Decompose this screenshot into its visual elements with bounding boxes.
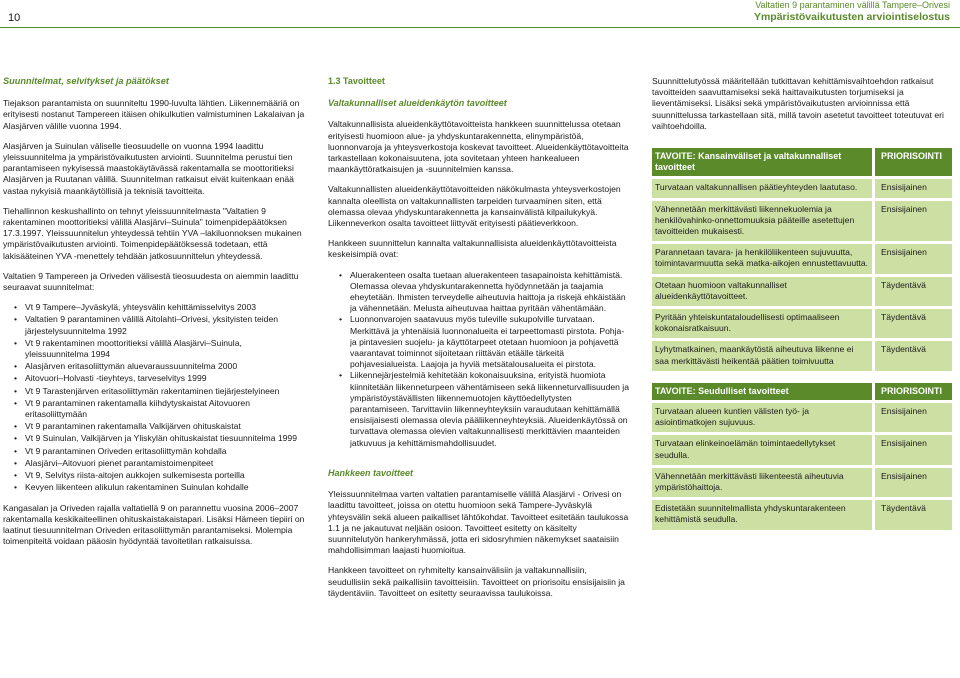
table-cell-priority: Täydentävä bbox=[874, 275, 953, 307]
table-cell-priority: Ensisijainen bbox=[874, 178, 953, 199]
table-header-row bbox=[652, 148, 952, 178]
paragraph: Alasjärven ja Suinulan väliselle tieosuudelle on vuonna 1994 laadittu yleissuunnitelma ja ympäristövaikutusten arviointi. Suunnitelma perustui tien parantamiseen nykyisessä maastokäytävässä rakentamalla se moottoritieksi Alasjärven ja Ruutanan välillä. Suunnitelman ratkaisut eivät kuitenkaan enää vastaa nykyisiä maankäytöllisiä ja teknisiä tavoitteita. bbox=[3, 140, 294, 196]
table-header-goal: TAVOITE: Kansainväliset ja valtakunnalliset tavoitteet bbox=[652, 148, 874, 178]
paragraph: Valtatien 9 Tampereen ja Oriveden välisestä tieosuudesta on aiemmin laadittu seuraavat suunnitelmat: bbox=[3, 270, 299, 293]
list-item: • Alasjärven eritasoliittymän aluevaraussuunnitelma 2000 bbox=[25, 361, 305, 372]
table-cell-priority: Ensisijainen bbox=[874, 199, 953, 243]
table-cell-goal: Parannetaan tavara- ja henkilöliikenteen sujuvuutta, toimintavarmuutta sekä matka-aikojen ennustettavuutta. bbox=[652, 243, 874, 275]
table-cell-priority: Ensisijainen bbox=[874, 466, 953, 498]
table-cell-priority: Täydentävä bbox=[874, 308, 953, 340]
column-3 bbox=[652, 76, 954, 542]
table-cell-priority: Ensisijainen bbox=[874, 434, 953, 466]
table-header-row bbox=[652, 383, 952, 402]
paragraph: Hankkeen tavoitteet on ryhmitelty kansainvälisiin ja valtakunnallisiin, seudullisiin sekä paikallisiin tavoitteisiin. Tavoitteet on priorisoitu ensisijaisiin ja täydentäviin. Tavoitteet on esitetty seuraavissa taulukoissa. bbox=[328, 565, 625, 598]
table-row bbox=[652, 434, 952, 466]
paragraph: Yleissuunnitelmaa varten valtatien parantamiselle välillä Alasjärvi - Orivesi on laadittu tavoitteet, joissa on otettu huomioon sekä Tampere-Jyväskylä yhteysvälin sekä alueen paikalliset lähtökohdat. Tavoitteet esitetään taulukossa 1.1 ja ne jakautuvat neljään osioon. Tavoitteet esitetty on käsitelty suunnitelutyön hankeryhmässä, jotta eri sidosryhmien näkemykset saataisiin mahdollisimman laajasti huomioitua. bbox=[328, 489, 629, 556]
header-document-title: Ympäristövaikutusten arviointiselostus bbox=[753, 11, 950, 23]
section-heading-objectives: 1.3 Tavoitteet bbox=[328, 76, 385, 86]
paragraph: Valtakunnallisten alueidenkäyttötavoitteiden näkökulmasta yhteysverkostojen kannalta oleellista on valtakunnallisten tarpeiden turvaaminen siten, että olemassa olevaa yhdyskuntarakennetta ja kansainvälistä kilpailukykyä. Liikenneverkon osalta tavoitteet liittyvät erityisesti päätieverkkoon. bbox=[328, 184, 621, 229]
table-cell-goal: Turvataan elinkeinoelämän toimintaedellytykset seudulla. bbox=[652, 434, 874, 466]
national-objectives-table bbox=[652, 148, 952, 371]
table-cell-goal: Vähennetään merkittävästi liikennekuolemia ja henkilövahinko-onnettomuuksia pääteille asetettujen tavoitteiden mukaisesti. bbox=[652, 199, 874, 243]
paragraph: Kangasalan ja Oriveden rajalla valtatiellä 9 on parannettu vuosina 2006–2007 rakentamalla keskikaiteellinen ohituskaistakaistapari. Lisäksi Hämeen tiepiiri on laatinut tiesuunnitelman Oriveden eritasoliittymän parantamiseksi. Molempia toimenpiteitä voidaan pääosin hyödyntää tavoitetilan ratkaisuissa. bbox=[3, 502, 305, 547]
list-item: • Vt 9, Selvitys riista-aitojen aukkojen sulkemisesta porteilla bbox=[25, 470, 305, 481]
plans-list bbox=[3, 302, 305, 493]
list-item: • Aitovuori–Holvasti -tieyhteys, tarveselvitys 1999 bbox=[25, 373, 305, 384]
list-item: • Vt 9 parantaminen rakentamalla Valkijärven ohituskaistat bbox=[25, 421, 305, 432]
table-row bbox=[652, 402, 952, 434]
list-item: • Kevyen liikenteen alikulun rakentaminen Suinulan kohdalle bbox=[25, 482, 305, 493]
paragraph: Valtakunnallisista alueidenkäyttötavoitteista hankkeen suunnittelussa otetaan erityisesti huomioon alue- ja yhdyskuntarakennetta, elinympäristöä, luonnonvaroja ja yhteysverkostoja koskevat tavoitteet. Alueidenkäyttötavoitteita tarkastellaan kokonaisuutena, jota sovitetaan yhteen hankealueen maankäyttöratkaisujen ja -suunnitelmien kanssa. bbox=[328, 119, 629, 175]
paragraph: Tiehallinnon keskushallinto on tehnyt yleissuunnitelmasta "Valtatien 9 rakentaminen moottoritieksi välillä Alasjärvi–Suinula" toimenpidepäätöksen 17.3.1997. Yleissuunnitelun yhteydessä tehtiin YVA –lakiluonnoksen mukainen ympäristövaikutusten arviointi. Toimenpidepäätöksessä todetaan, että lakisääteinen YVA -menettely tehdään jatkosuunnittelun yhteydessä. bbox=[3, 205, 302, 261]
column-1 bbox=[3, 76, 305, 556]
list-item: • Vt 9 Tampere–Jyväskylä, yhteysvälin kehittämisselvitys 2003 bbox=[25, 302, 305, 313]
table-cell-goal: Vähennetään merkittävästi liikenteestä aiheutuvia ympäristöhaittoja. bbox=[652, 466, 874, 498]
table-header-priority: PRIORISOINTI bbox=[874, 383, 953, 402]
table-row bbox=[652, 499, 952, 530]
list-item: • Vt 9 Suinulan, Valkijärven ja Yliskylän ohituskaistat tiesuunnitelma 1999 bbox=[25, 433, 305, 444]
list-item: • Luonnonvarojen saatavuus myös tuleville sukupolville turvataan. Merkittävä ja yhtenäisiä luonnonalueita ei tarpeettomasti pirstota. Pohja- ja pintavesien suojelu- ja käyttötarpeet otetaan huomioon ja pohjavettä vaarantavat toiminnot sijoitetaan riittävän etäälle tärkeitä pohjavesialueista. Laajoja ja hyviä metsätalousalueita ei pirstota. bbox=[350, 314, 630, 370]
table-cell-goal: Pyritään yhteiskuntataloudellisesti optimaaliseen kokonaisratkaisuun. bbox=[652, 308, 874, 340]
table-cell-priority: Ensisijainen bbox=[874, 243, 953, 275]
header-project-title: Valtatien 9 parantaminen välillä Tampere–Orivesi bbox=[755, 0, 950, 10]
table-cell-goal: Otetaan huomioon valtakunnalliset alueidenkäyttötavoitteet. bbox=[652, 275, 874, 307]
subheading-project-objectives: Hankkeen tavoitteet bbox=[328, 467, 414, 478]
section-title-plans: Suunnitelmat, selvitykset ja päätökset bbox=[3, 76, 169, 86]
table-header-priority: PRIORISOINTI bbox=[874, 148, 953, 178]
table-row bbox=[652, 308, 952, 340]
subheading-national-objectives: Valtakunnalliset alueidenkäytön tavoitteet bbox=[328, 98, 507, 109]
list-item: • Vt 9 parantaminen Oriveden eritasoliittymän kohdalla bbox=[25, 446, 305, 457]
table-header-goal: TAVOITE: Seudulliset tavoitteet bbox=[652, 383, 874, 402]
paragraph: Suunnittelutyössä määritellään tutkittavan kehittämisvaihtoehdon ratkaisut tavoitteiden saavuttamiseksi sekä haittavaikutusten torjumiseksi ja lieventämiseksi. Lisäksi sekä ympäristövaikutusten arvioinnissa että suunnittelussa tarkastellaan sitä, millä tavoin asetetut tavoitteet toteutuvat eri vaihtoehdoilla. bbox=[652, 76, 944, 131]
list-item: • Vt 9 rakentaminen moottoritieksi välillä Alasjärvi–Suinula, yleissuunnitelma 1994 bbox=[25, 338, 305, 360]
table-cell-goal: Turvataan valtakunnallisen päätieyhteyden laatutaso. bbox=[652, 178, 874, 199]
regional-objectives-table bbox=[652, 383, 952, 530]
table-row bbox=[652, 466, 952, 498]
list-item: • Vt 9 Tarastenjärven eritasoliittymän rakentaminen tiejärjestelyineen bbox=[25, 386, 305, 397]
list-item: • Vt 9 parantaminen rakentamalla kiihdytyskaistat Aitovuoren eritasoliittymään bbox=[25, 398, 305, 420]
table-row bbox=[652, 199, 952, 243]
objectives-list bbox=[328, 270, 630, 449]
column-2 bbox=[328, 76, 630, 608]
list-item: • Liikennejärjestelmiä kehitetään kokonaisuuksina, erityistä huomiota kiinnitetään liikenneturpeen vähentämiseen sekä liikenneturvallisuuden ja ympäristöystävällisten liikennemuotojen käyttöedellytysten parantamiseen. Tarvittaviin liikenneyhteyksiin varaudutaan kehittämällä ensisijaisesti olemassa olevia pääliikenneyhteyksiä. Alueidenkäytössä on turvattava olemassa olevien valtakunnallisesti merkittävien maanteiden jatkuvuus ja kehittämismahdollisuudet. bbox=[350, 370, 630, 448]
table-row bbox=[652, 178, 952, 199]
table-cell-goal: Edistetään suunnitelmallista yhdyskuntarakenteen kehittämistä seudulla. bbox=[652, 499, 874, 530]
list-item: • Valtatien 9 parantaminen välillä Aitolahti–Orivesi, yksityisten teiden järjestelysuunnitelma 1992 bbox=[25, 314, 305, 336]
header-rule bbox=[0, 27, 960, 28]
table-cell-priority: Täydentävä bbox=[874, 499, 953, 530]
table-cell-priority: Täydentävä bbox=[874, 340, 953, 371]
table-cell-goal: Lyhytmatkainen, maankäytöstä aiheutuva liikenne ei saa merkittävästi heikentää päätien toimivuutta bbox=[652, 340, 874, 371]
list-item: • Aluerakenteen osalta tuetaan aluerakenteen tasapainoista kehittämistä. Olemassa olevaa yhdyskuntarakennetta hyödynnetään ja taajamia eheytetään. Ihmisten terveydelle aiheutuvia haittoja ja riskejä ehkäistään ja vähennetään. Melusta aiheutuvaa haittaa pyritään vähentämään. bbox=[350, 270, 630, 315]
paragraph: Hankkeen suunnittelun kannalta valtakunnallisista alueidenkäyttötavoitteista keskeisimpiä ovat: bbox=[328, 238, 617, 260]
paragraph: Tiejakson parantamista on suunniteltu 1990-luvulta lähtien. Liikennemääriä on erityisesti nostanut Tampereen itäisen ohikulkutien valmistuminen Lakalaivan ja Alasjärven välille vuonna 1994. bbox=[3, 98, 305, 131]
running-header bbox=[754, 0, 950, 23]
table-row bbox=[652, 275, 952, 307]
table-cell-goal: Turvataan alueen kuntien välisten työ- ja asiointimatkojen sujuvuus. bbox=[652, 402, 874, 434]
page-number: 10 bbox=[8, 12, 21, 24]
table-row bbox=[652, 243, 952, 275]
table-cell-priority: Ensisijainen bbox=[874, 402, 953, 434]
table-row bbox=[652, 340, 952, 371]
list-item: • Alasjärvi–Aitovuori pienet parantamistoimenpiteet bbox=[25, 458, 305, 469]
